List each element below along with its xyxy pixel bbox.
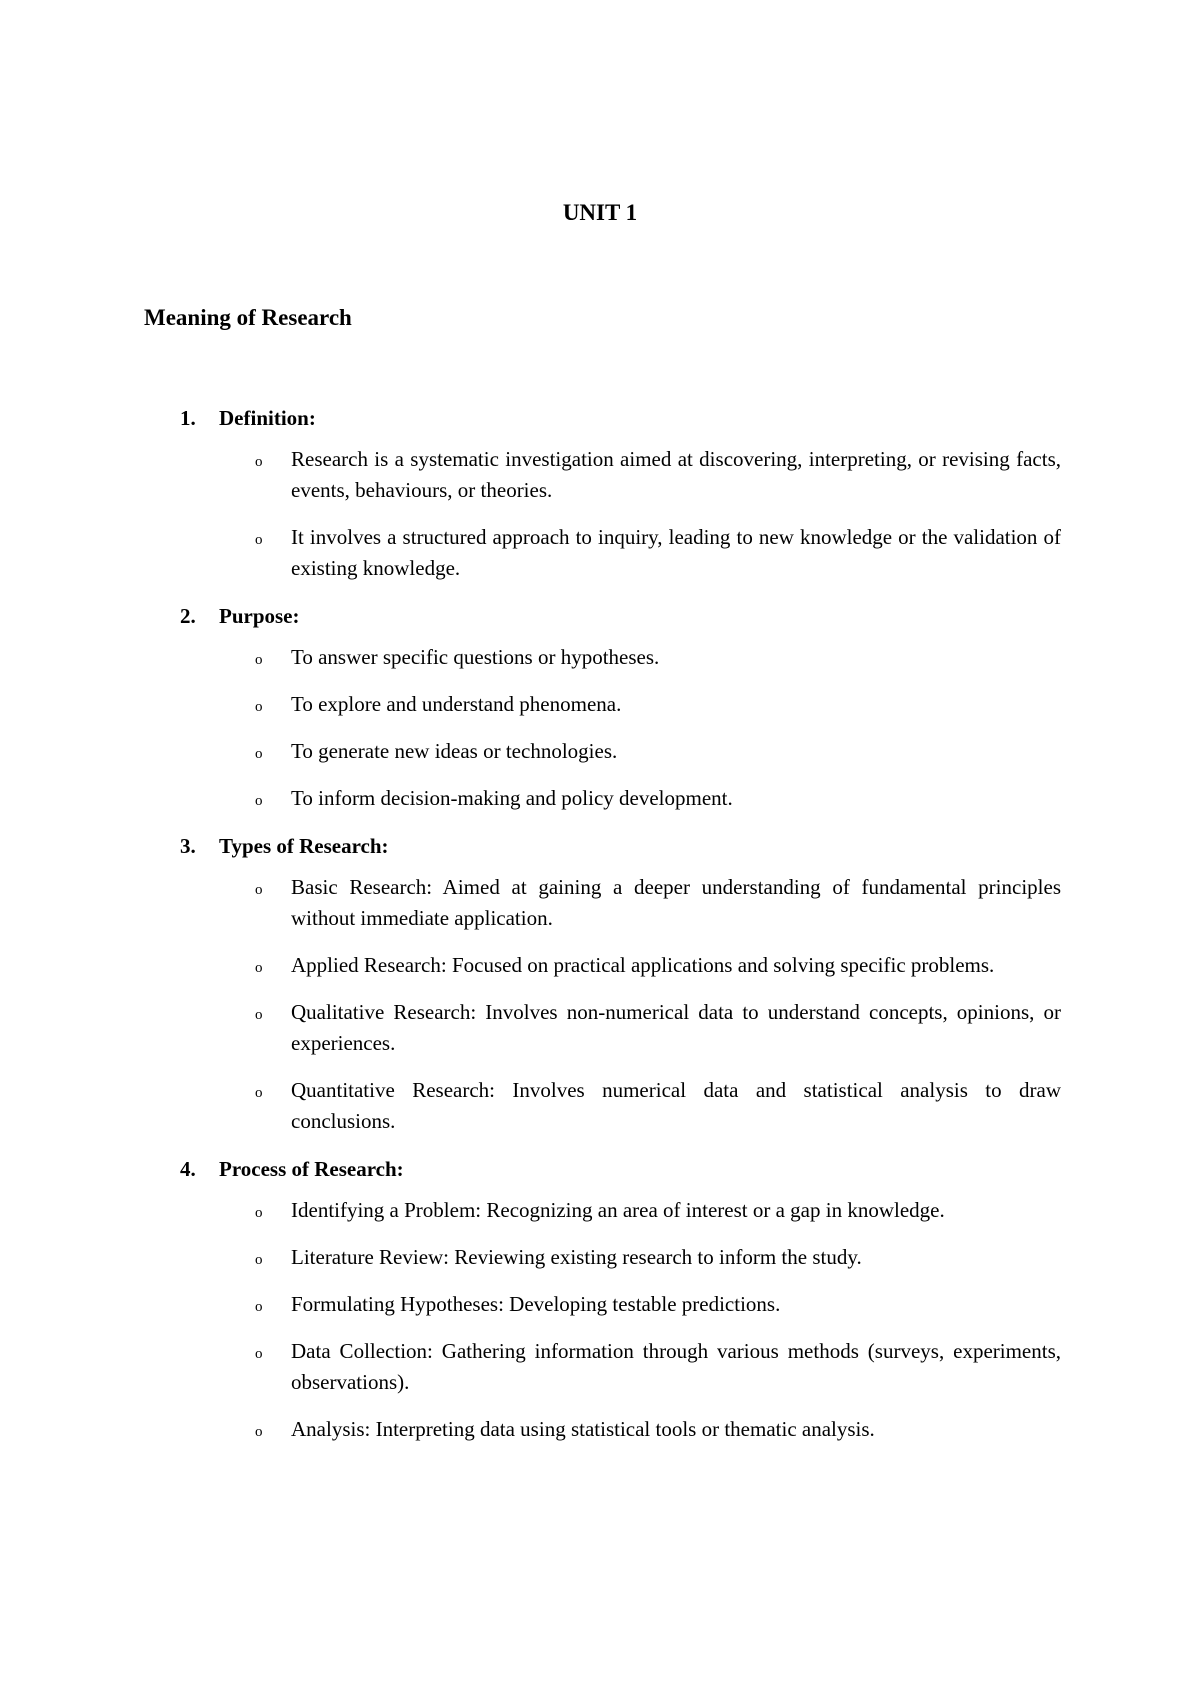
bullet-icon: o — [255, 1346, 263, 1362]
section-title: Meaning of Research — [144, 305, 352, 330]
item-number: 2. — [180, 604, 196, 628]
point-text: To generate new ideas or technologies. — [291, 739, 618, 763]
item-heading — [0, 1153, 1200, 1185]
bullet-icon: o — [255, 1252, 263, 1268]
sub-list-item — [0, 1075, 1200, 1137]
bullet-icon: o — [255, 746, 263, 762]
sub-list-item — [0, 783, 1200, 814]
bullet-icon: o — [255, 960, 263, 976]
bullet-icon: o — [255, 454, 263, 470]
point-text: To explore and understand phenomena. — [291, 692, 622, 716]
sub-list-item — [0, 950, 1200, 981]
list-item-definition — [0, 402, 1200, 584]
list-item-process — [0, 1153, 1200, 1445]
sub-list — [0, 872, 1200, 1137]
item-label: Process of Research: — [219, 1157, 404, 1181]
item-heading — [0, 830, 1200, 862]
item-label: Definition: — [219, 406, 316, 430]
bullet-icon: o — [255, 1007, 263, 1023]
sub-list-item — [0, 1336, 1200, 1398]
bullet-icon: o — [255, 882, 263, 898]
point-text: Applied Research: Focused on practical applications and solving specific problems. — [291, 953, 995, 977]
sub-list-item — [0, 1289, 1200, 1320]
list-item-types — [0, 830, 1200, 1137]
sub-list-item — [0, 689, 1200, 720]
sub-list-item — [0, 642, 1200, 673]
sub-list-item — [0, 1242, 1200, 1273]
main-list — [0, 402, 1200, 1461]
point-text: To inform decision-making and policy development. — [291, 786, 733, 810]
point-text: Identifying a Problem: Recognizing an area of interest or a gap in knowledge. — [291, 1198, 945, 1222]
bullet-icon: o — [255, 793, 263, 809]
item-label: Purpose: — [219, 604, 300, 628]
item-number: 1. — [180, 406, 196, 430]
bullet-icon: o — [255, 532, 263, 548]
unit-title: UNIT 1 — [562, 200, 638, 225]
point-text: It involves a structured approach to inquiry, leading to new knowledge or the validation of existing knowledge. — [291, 525, 1061, 580]
bullet-icon: o — [255, 1424, 263, 1440]
point-text: Literature Review: Reviewing existing research to inform the study. — [291, 1245, 862, 1269]
point-text: Research is a systematic investigation aimed at discovering, interpreting, or revising facts, events, behaviours, or theories. — [291, 447, 1061, 502]
point-text: To answer specific questions or hypotheses. — [291, 645, 660, 669]
bullet-icon: o — [255, 1205, 263, 1221]
item-heading — [0, 600, 1200, 632]
sub-list-item — [0, 997, 1200, 1059]
point-text: Data Collection: Gathering information through various methods (surveys, experiments, observations). — [291, 1339, 1061, 1394]
item-number: 3. — [180, 834, 196, 858]
sub-list-item — [0, 736, 1200, 767]
item-label: Types of Research: — [219, 834, 389, 858]
sub-list-item — [0, 1195, 1200, 1226]
bullet-icon: o — [255, 652, 263, 668]
list-item-purpose — [0, 600, 1200, 814]
sub-list-item — [0, 444, 1200, 506]
sub-list-item — [0, 522, 1200, 584]
point-text: Basic Research: Aimed at gaining a deeper understanding of fundamental principles without immediate application. — [291, 875, 1061, 930]
sub-list — [0, 444, 1200, 584]
point-text: Quantitative Research: Involves numerical data and statistical analysis to draw conclusions. — [291, 1078, 1061, 1133]
bullet-icon: o — [255, 1299, 263, 1315]
sub-list-item — [0, 1414, 1200, 1445]
point-text: Formulating Hypotheses: Developing testable predictions. — [291, 1292, 781, 1316]
sub-list-item — [0, 872, 1200, 934]
point-text: Analysis: Interpreting data using statistical tools or thematic analysis. — [291, 1417, 875, 1441]
sub-list — [0, 642, 1200, 814]
item-number: 4. — [180, 1157, 196, 1181]
bullet-icon: o — [255, 1085, 263, 1101]
item-heading — [0, 402, 1200, 434]
bullet-icon: o — [255, 699, 263, 715]
sub-list — [0, 1195, 1200, 1445]
point-text: Qualitative Research: Involves non-numerical data to understand concepts, opinions, or experiences. — [291, 1000, 1061, 1055]
